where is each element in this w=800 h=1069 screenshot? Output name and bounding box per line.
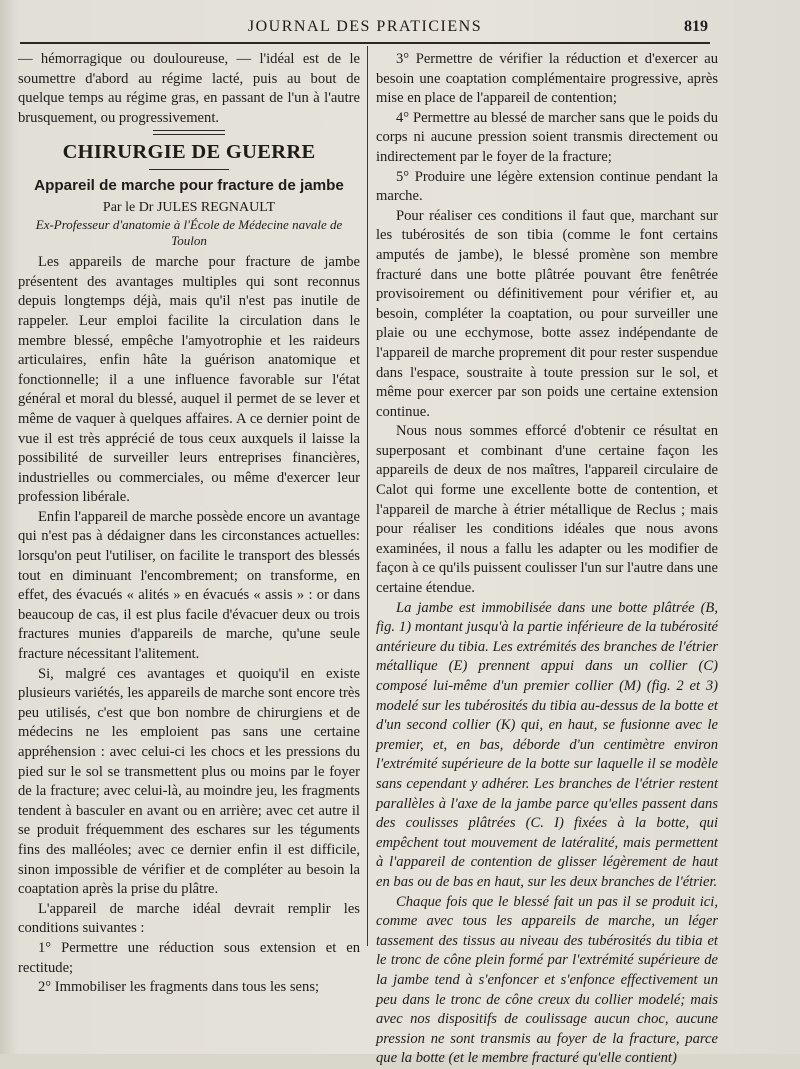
intro-paragraph: — hémorragique ou douloureuse, — l'idéal est de le soumettre d'abord au régime lacté, puis au bout de quelque temps au régime gras, en passant de l'un à l'autre brusquement, ou progressivement. [18, 51, 360, 126]
body-paragraph: L'appareil de marche idéal devrait remplir les conditions suivantes : [18, 900, 360, 937]
italic-paragraph: La jambe est immobilisée dans une botte plâtrée (B, fig. 1) montant jusqu'à la partie inférieure de la tubérosité antérieure du tibia. Les extrémités des branches de l'étrier métallique (E) prennent appui dans un collier (C) composé lui-même d'un premier collier (M) (fig. 2 et 3) modelé sur les tubérosités du tibia au-dessus de la botte et d'un second collier (K) qui, en haut, se fusionne avec le premier, et, en bas, déborde d'un centimètre environ l'extrémité supérieure de la botte sur laquelle il se modèle sans cependant y adhérer. Les branches de l'étrier restent parallèles à l'axe de la jambe parce qu'elles passent dans des coulisses plâtrées (C. I) fixées à la botte, qui empêchent tout mouvement de latéralité, mais permettent à l'appareil de contention de glisser légèrement de haut en bas ou de bas en haut, sur les deux branches de l'étrier. [376, 599, 718, 890]
condition-item: 3° Permettre de vérifier la réduction et d'exercer au besoin une coaptation complémentaire progressive, après mise en place de l'appareil de contention; [376, 51, 718, 107]
condition-item: 1° Permettre une réduction sous extension et en rectitude; [18, 939, 360, 976]
page-number: 819 [684, 18, 708, 35]
journal-title: JOURNAL DES PRATICIENS [247, 18, 483, 35]
italic-paragraph: Chaque fois que le blessé fait un pas il se produit ici, comme avec tous les appareils de marche, un léger tassement des tissus au niveau des tubérosités du tibia et le tronc de cône plein formé par l'extrémité supérieure de la jambe tend à s'enfoncer et s'enfonce effectivement un peu dans le tronc de cône creux du collier modelé; mais avec nos dispositifs de coulissage aucun choc, aucune pression ne sont transmis au foyer de la fracture, parce que la botte (et le membre fracturé qu'elle contient) [376, 893, 718, 1067]
section-title: CHIRURGIE DE GUERRE [62, 141, 316, 164]
right-column [376, 50, 718, 1067]
body-paragraph: Pour réaliser ces conditions il faut que, marchant sur les tubérosités de son tibia (comme le font certains amputés de jambe), le blessé promène son membre fracturé dans une botte plâtrée pouvant être fenêtrée provisoirement ou définitivement pour vérifier et, au besoin, compléter la coaptation, ou pour surveiller une plaie ou une ecchymose, botte assez indépendante de l'appareil de marche proprement dit pour rester suspendue dans l'espace, soustraite à toute pression sur le sol, et même pour exercer par son poids une certaine extension continue. [376, 207, 718, 420]
double-rule [153, 130, 225, 135]
condition-item: 2° Immobiliser les fragments dans tous les sens; [38, 979, 320, 996]
left-column [18, 50, 360, 1050]
title-rule [149, 169, 229, 170]
body-paragraph: Nous nous sommes efforcé d'obtenir ce résultat en superposant et combinant d'une certaine façon les appareils de deux de nos maîtres, l'appareil circulaire de Calot qui forme une excellente botte de contention, et l'appareil de marche à étrier métallique de Reclus ; mais pour réaliser les conditions idéales que nous avons examinées, il nous a fallu les adapter ou les modifier de façon à ce qu'ils puissent coulisser l'un sur l'autre dans une certaine étendue. [376, 423, 718, 597]
body-paragraph: Enfin l'appareil de marche possède encore un avantage qui n'est pas à dédaigner dans les circonstances actuelles: lorsqu'on peut l'utiliser, on facilite le transport des blessés tout en diminuant l'encombrement; on transforme, en effet, des évacués « alités » en évacués « assis » : or dans beaucoup de cas, il est plus facile d'évacuer deux ou trois fractures munies d'appareils de marche, qu'une seule fracture nécessitant l'alitement. [18, 508, 360, 663]
running-header [20, 14, 710, 44]
condition-item: 5° Produire une légère extension continue pendant la marche. [376, 168, 718, 205]
author-affiliation: Ex-Professeur d'anatomie à l'École de Médecine navale de Toulon [35, 217, 343, 249]
column-divider [367, 46, 368, 946]
article-title: Appareil de marche pour fracture de jambe [34, 176, 344, 194]
condition-item: 4° Permettre au blessé de marcher sans que le poids du corps ni aucune pression soient transmis directement ou indirectement par le foyer de la fracture; [376, 109, 718, 165]
author-byline: Par le Dr JULES REGNAULT [102, 199, 276, 215]
body-paragraph: Les appareils de marche pour fracture de jambe présentent des avantages multiples qui sont reconnus depuis longtemps déjà, mais qu'il n'est pas inutile de rappeler. Leur emploi facilite la circulation dans le membre blessé, empêche l'amyotrophie et les raideurs articulaires, enfin hâte la guérison anatomique et fonctionnelle; il a une influence favorable sur l'état général et moral du blessé, auquel il permet de se lever et même de vaquer à quelques affaires. A ce dernier point de vue il est très apprécié de tous ceux auxquels il laisse la possibilité de surveiller leurs entreprises financières, industrielles ou commerciales, ou même d'exercer leur profession libérale. [18, 254, 360, 506]
body-paragraph: Si, malgré ces avantages et quoiqu'il en existe plusieurs variétés, les appareils de marche sont encore très peu utilisés, c'est que bon nombre de chirurgiens et de médecins ne les emploient pas sans une certaine appréhension : avec celui-ci les chocs et les pressions du pied sur le sol se transmettent plus ou moins par le foyer de la fracture; avec celui-là, au moindre jeu, les fragments tendent à basculer en avant ou en arrière; avec cet autre il se produit fréquemment des eschares sur les téguments fins des malléoles; avec ce dernier enfin il est difficile, sinon impossible de vérifier et de compléter au besoin la coaptation après la prise du plâtre. [18, 665, 360, 898]
